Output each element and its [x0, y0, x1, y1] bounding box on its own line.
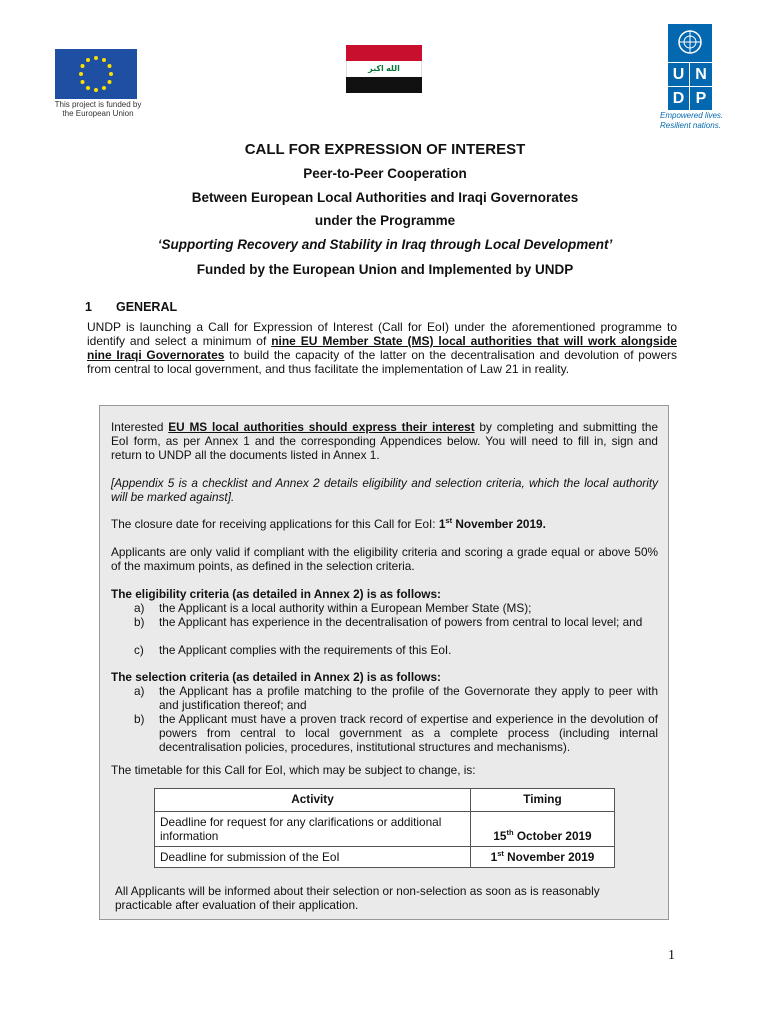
p1-text-a: Interested — [111, 420, 169, 434]
timing-month: November 2019 — [503, 850, 595, 864]
closure-day: 1 — [438, 517, 446, 531]
column-header-timing: Timing — [471, 789, 615, 812]
undp-tagline-line2: Resilient nations. — [660, 121, 721, 130]
undp-tagline-line1: Empowered lives. — [660, 111, 724, 120]
timing-suffix: st — [497, 849, 504, 859]
list-item — [134, 643, 658, 657]
closure-date-paragraph — [111, 517, 658, 531]
section-title: GENERAL — [116, 300, 178, 314]
table-row — [155, 847, 615, 868]
timetable-table — [154, 788, 615, 868]
page-number: 1 — [668, 948, 675, 963]
list-text: the Applicant has experience in the decentralisation of powers from central to local level; and — [159, 615, 643, 629]
column-header-activity: Activity — [155, 789, 471, 812]
un-emblem-icon — [677, 29, 703, 55]
undp-tagline — [660, 111, 740, 131]
eu-stars-icon — [55, 49, 137, 99]
list-item — [134, 712, 658, 754]
undp-letter-n: N — [690, 62, 712, 86]
closure-text: The closure date for receiving applications for this Call for EoI: — [111, 517, 439, 531]
intro-emphasis: nine EU Member State (MS) local authorities that will work alongside nine Iraqi Governorates — [87, 334, 677, 362]
intro-text-a: UNDP is launching a Call for Expression of Interest (Call for EoI) under the aforementioned programme to identify and select a minimum of — [87, 320, 677, 348]
subtitle-between: Between European Local Authorities and Iraqi Governorates — [191, 190, 579, 205]
eu-flag-logo — [55, 49, 137, 99]
iraq-flag-logo — [346, 45, 422, 93]
list-item — [134, 615, 658, 643]
p1-emphasis: EU MS local authorities should express their interest — [168, 420, 475, 434]
document-title: CALL FOR EXPRESSION OF INTEREST — [244, 141, 526, 158]
interest-paragraph — [111, 420, 658, 462]
closure-month: November 2019. — [452, 517, 546, 531]
intro-text-b: to build the capacity of the latter on the decentralisation and devolution of powers from central to local government, and thus facilitate the implementation of Law 21 in reality. — [87, 348, 677, 376]
timing-day: 15 — [493, 829, 507, 843]
subtitle-programme: under the Programme — [314, 213, 456, 228]
activity-cell: Deadline for submission of the EoI — [155, 847, 471, 868]
timing-cell — [471, 847, 615, 868]
eu-funding-caption: This project is funded by the European Union — [54, 100, 142, 118]
validity-paragraph: Applicants are only valid if compliant with the eligibility criteria and scoring a grade equal or above 50% of the maximum points, as defined in the selection criteria. — [111, 545, 658, 573]
list-text: the Applicant is a local authority within a European Member State (MS); — [159, 601, 532, 615]
undp-letter-u: U — [668, 62, 690, 86]
flag-band-white: الله اكبر — [346, 61, 422, 77]
funding-line: Funded by the European Union and Implemented by UNDP — [196, 262, 574, 277]
activity-cell: Deadline for request for any clarifications or additional information — [155, 812, 471, 847]
subtitle-peer: Peer-to-Peer Cooperation — [303, 166, 467, 181]
timing-month: October 2019 — [513, 829, 592, 843]
list-marker: a) — [134, 684, 145, 698]
list-text: the Applicant has a profile matching to the profile of the Governorate they apply to peer with and justification thereof; and — [159, 684, 658, 712]
flag-band-red — [346, 45, 422, 61]
table-header-row — [155, 789, 615, 812]
list-item — [134, 601, 658, 615]
list-marker: b) — [134, 615, 145, 629]
table-row — [155, 812, 615, 847]
flag-band-black — [346, 77, 422, 93]
timetable-intro: The timetable for this Call for EoI, which may be subject to change, is: — [111, 763, 476, 777]
programme-name: ‘Supporting Recovery and Stability in Iraq through Local Development’ — [157, 237, 613, 252]
list-item — [134, 684, 658, 712]
p1-text-b: by completing and submitting the EoI form, as per Annex 1 and the corresponding Appendices below. You will need to fill in, sign and return to UNDP all the documents listed in Annex 1. — [111, 420, 659, 462]
timing-suffix: th — [506, 828, 514, 838]
list-marker: a) — [134, 601, 145, 615]
timing-day: 1 — [490, 850, 498, 864]
undp-letter-p: P — [690, 86, 712, 110]
list-marker: c) — [134, 643, 144, 657]
list-text: the Applicant must have a proven track record of expertise and experience in the devolution of powers from central to local government as a complete process (including internal decentralisation policies, procedures, institutional structures and mechanisms). — [159, 712, 658, 754]
appendix-note: [Appendix 5 is a checklist and Annex 2 details eligibility and selection criteria, which the local authority will be marked against]. — [111, 476, 658, 504]
list-text: the Applicant complies with the requirements of this EoI. — [159, 643, 452, 657]
undp-letter-d: D — [668, 86, 690, 110]
undp-logo — [668, 24, 712, 110]
selection-heading: The selection criteria (as detailed in Annex 2) is as follows: — [111, 670, 441, 684]
closing-paragraph: All Applicants will be informed about their selection or non-selection as soon as is reasonably practicable after evaluation of their application. — [115, 884, 600, 912]
list-marker: b) — [134, 712, 145, 726]
timing-cell — [471, 812, 615, 847]
section-number: 1 — [85, 300, 92, 314]
closure-suffix: st — [445, 516, 453, 526]
intro-paragraph — [87, 320, 677, 376]
eligibility-heading: The eligibility criteria (as detailed in Annex 2) is as follows: — [111, 587, 441, 601]
